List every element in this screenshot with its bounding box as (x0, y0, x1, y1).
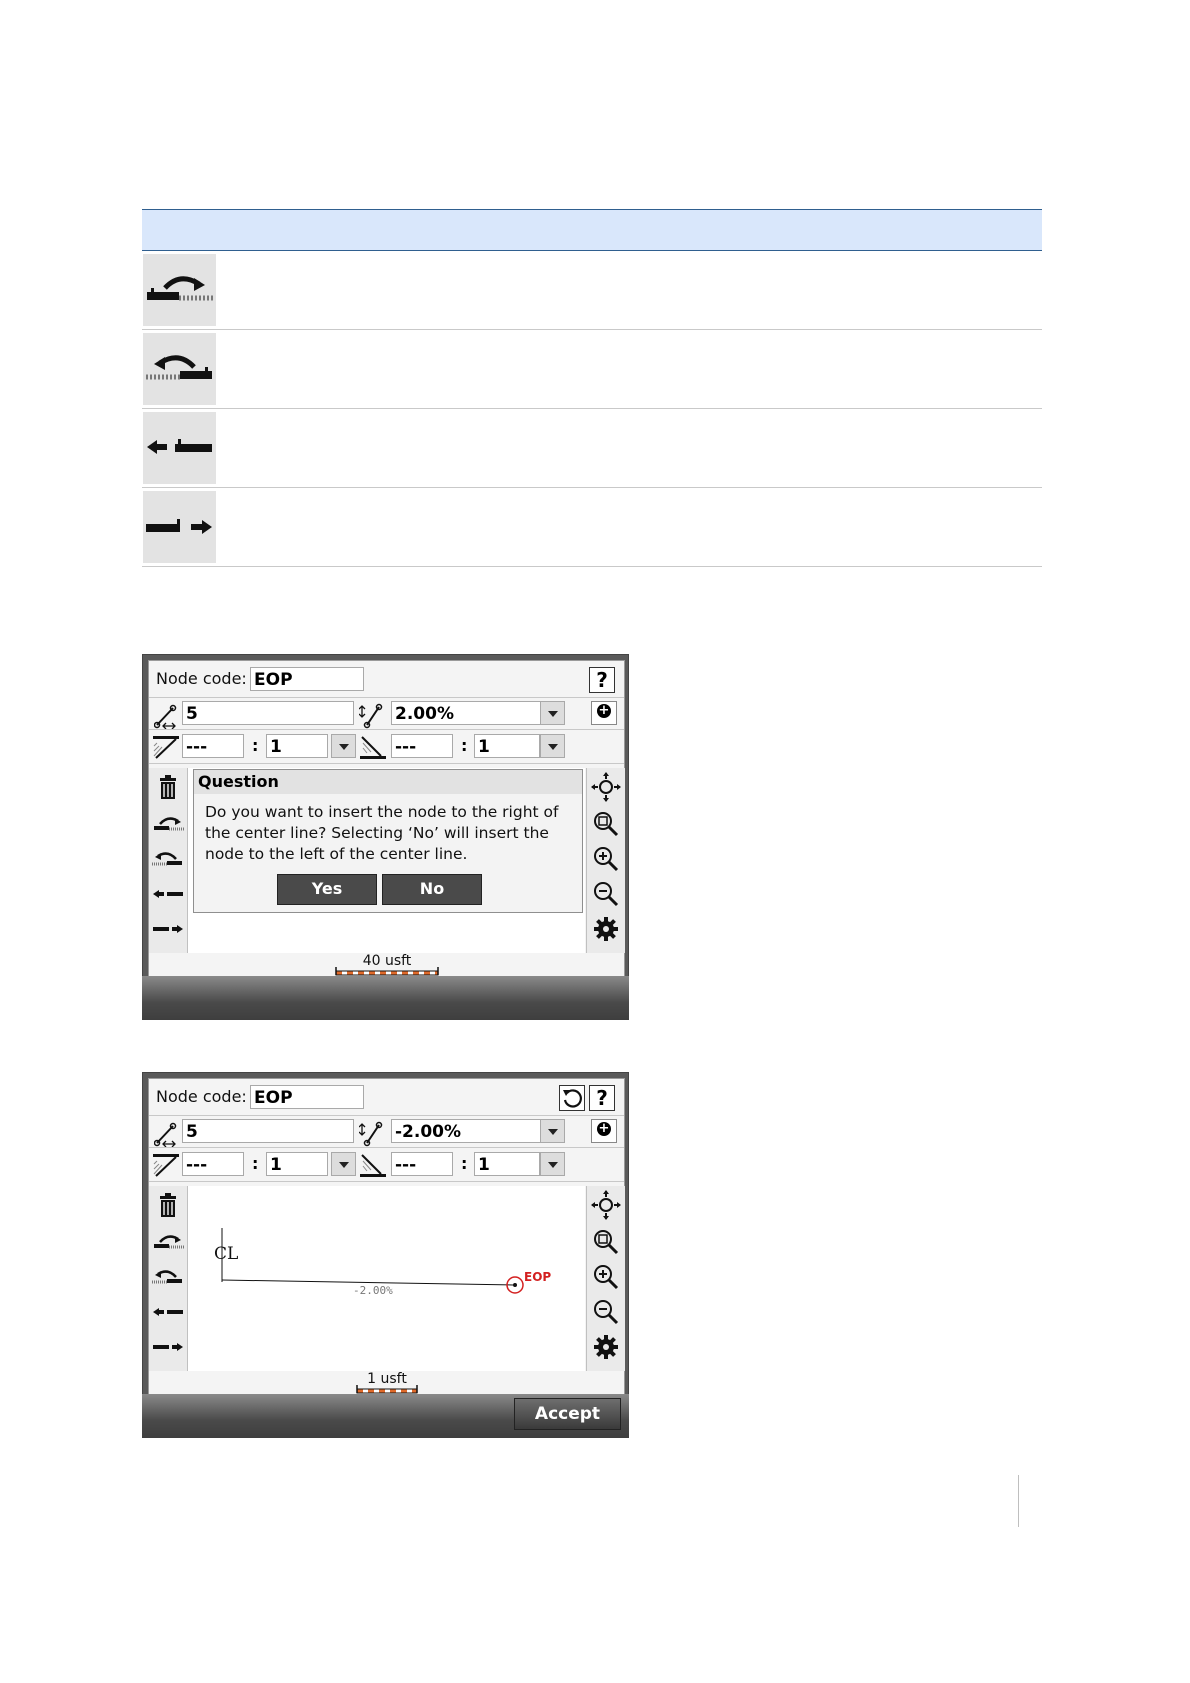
ratio-colon: : (461, 1154, 468, 1173)
table-row (142, 330, 1042, 409)
node-point (513, 1283, 517, 1287)
insert-node-left-icon (143, 333, 216, 405)
node-code-row (149, 1079, 624, 1116)
device-screen-question (142, 654, 629, 1020)
zoom-in-button[interactable] (589, 1261, 623, 1293)
zoom-in-icon (589, 1261, 623, 1293)
settings-button[interactable] (589, 1331, 623, 1363)
delete-node-button[interactable] (151, 1190, 185, 1222)
no-button[interactable]: No (382, 874, 482, 905)
zoom-extents-button[interactable] (589, 1226, 623, 1258)
fill-ratio-field[interactable]: 1 (474, 1152, 540, 1176)
insert-node-right-icon (151, 808, 185, 840)
zoom-extents-icon (589, 1226, 623, 1258)
trash-icon (151, 1190, 185, 1222)
table-row (142, 251, 1042, 330)
zoom-in-button[interactable] (589, 843, 623, 875)
move-left-button[interactable] (151, 1296, 185, 1328)
fill-slope-icon (359, 734, 387, 760)
move-node-right-icon (143, 491, 216, 563)
slope-label: -2.00% (353, 1284, 393, 1297)
cross-section-plot (188, 1186, 585, 1371)
insert-node-left-icon (151, 843, 185, 875)
cut-slope-icon (152, 1152, 180, 1178)
delete-node-button[interactable] (151, 772, 185, 804)
cut-slope-field[interactable]: --- (182, 734, 244, 758)
dialog-title: Question (194, 770, 582, 794)
cut-ratio-field[interactable]: 1 (266, 734, 328, 758)
insert-left-button[interactable] (151, 1261, 185, 1293)
pan-button[interactable] (589, 1190, 623, 1222)
yes-button[interactable]: Yes (277, 874, 377, 905)
grade-icon (359, 1121, 383, 1147)
scale-bar-graphic (356, 1385, 418, 1394)
insert-node-right-icon (151, 1226, 185, 1258)
zoom-out-button[interactable] (589, 878, 623, 910)
fill-ratio-dropdown[interactable] (540, 1152, 565, 1176)
node-code-label: Node code: (156, 669, 247, 688)
bottom-bar (142, 1394, 629, 1438)
grade-field[interactable]: 2.00% (391, 701, 541, 725)
move-left-button[interactable] (151, 878, 185, 910)
dialog-message: Do you want to insert the node to the right of the center line? Selecting ‘No’ will insert the node to the left of the center line. (205, 803, 559, 863)
undo-button[interactable] (559, 1085, 585, 1111)
undo-icon (560, 1086, 584, 1110)
question-dialog (193, 769, 583, 913)
width-field[interactable]: 5 (182, 701, 354, 725)
help-button[interactable]: ? (589, 667, 615, 693)
scale-label: 40 usft (362, 953, 412, 969)
scale-bar (327, 1371, 447, 1394)
move-node-right-icon (151, 1331, 185, 1363)
fill-slope-field[interactable]: --- (391, 1152, 453, 1176)
zoom-in-icon (589, 843, 623, 875)
settings-button[interactable] (589, 913, 623, 945)
grade-dropdown[interactable] (540, 701, 565, 725)
zoom-out-icon (589, 878, 623, 910)
table-row (142, 409, 1042, 488)
help-button[interactable]: ? (589, 1085, 615, 1111)
accept-button[interactable]: Accept (514, 1398, 621, 1430)
fill-ratio-dropdown[interactable] (540, 734, 565, 758)
move-node-left-icon (151, 878, 185, 910)
zoom-extents-button[interactable] (589, 808, 623, 840)
pan-icon (589, 772, 623, 804)
insert-node-right-icon (143, 254, 216, 326)
device-screen-plot (142, 1072, 629, 1438)
zoom-out-icon (589, 1296, 623, 1328)
table-header (142, 209, 1042, 251)
grade-dropdown[interactable] (540, 1119, 565, 1143)
page-margin-rule (1018, 1475, 1019, 1527)
scale-label: 1 usft (367, 1371, 407, 1387)
right-toolbar (586, 1186, 625, 1371)
node-label: EOP (524, 1270, 552, 1284)
node-code-field[interactable]: EOP (250, 1085, 364, 1109)
width-icon (154, 703, 178, 729)
zoom-extents-icon (589, 808, 623, 840)
node-code-label: Node code: (156, 1087, 247, 1106)
pan-button[interactable] (589, 772, 623, 804)
centerline-label: CL (214, 1244, 239, 1264)
grade-field[interactable]: -2.00% (391, 1119, 541, 1143)
trash-icon (151, 772, 185, 804)
fill-ratio-field[interactable]: 1 (474, 734, 540, 758)
fill-slope-field[interactable]: --- (391, 734, 453, 758)
fill-slope-icon (359, 1152, 387, 1178)
move-node-left-icon (143, 412, 216, 484)
gear-icon (589, 1331, 623, 1363)
reference-table (142, 209, 1042, 567)
gear-icon (589, 913, 623, 945)
scale-bar (327, 953, 447, 976)
move-right-button[interactable] (151, 1331, 185, 1363)
cut-ratio-field[interactable]: 1 (266, 1152, 328, 1176)
insert-right-button[interactable] (151, 808, 185, 840)
add-node-button[interactable] (591, 1119, 617, 1143)
insert-node-left-icon (151, 1261, 185, 1293)
grade-icon (359, 703, 383, 729)
right-toolbar (586, 768, 625, 953)
ratio-colon: : (252, 1154, 259, 1173)
ratio-colon: : (461, 736, 468, 755)
width-icon (154, 1121, 178, 1147)
scale-bar-graphic (335, 967, 439, 976)
table-row (142, 488, 1042, 567)
cross-section-canvas[interactable] (188, 1186, 585, 1371)
cut-slope-field[interactable]: --- (182, 1152, 244, 1176)
node-code-row (149, 661, 624, 698)
move-right-button[interactable] (151, 913, 185, 945)
zoom-out-button[interactable] (589, 1296, 623, 1328)
width-field[interactable]: 5 (182, 1119, 354, 1143)
add-node-button[interactable] (591, 701, 617, 725)
ratio-colon: : (252, 736, 259, 755)
left-toolbar (149, 768, 188, 953)
insert-right-button[interactable] (151, 1226, 185, 1258)
left-toolbar (149, 1186, 188, 1371)
node-code-field[interactable]: EOP (250, 667, 364, 691)
cut-ratio-dropdown[interactable] (331, 1152, 356, 1176)
cut-slope-icon (152, 734, 180, 760)
cut-ratio-dropdown[interactable] (331, 734, 356, 758)
bottom-bar (142, 976, 629, 1020)
screen (148, 1078, 625, 1395)
insert-left-button[interactable] (151, 843, 185, 875)
move-node-right-icon (151, 913, 185, 945)
pan-icon (589, 1190, 623, 1222)
move-node-left-icon (151, 1296, 185, 1328)
screen (148, 660, 625, 977)
